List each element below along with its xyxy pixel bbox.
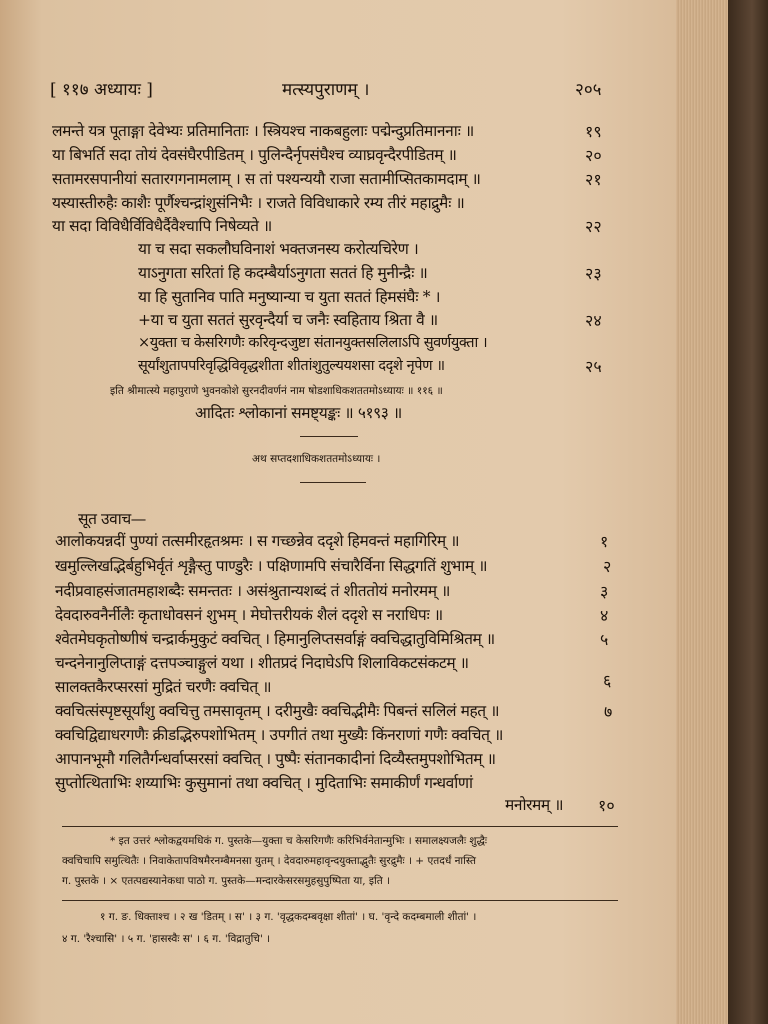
verse-number: ६ xyxy=(603,671,612,690)
footnote-line: * इत उत्तरं श्लोकद्वयमधिकं ग. पुस्तके—युक्ता च केसरिगणैः करिभिर्वनेतान्मुभिः । समालक्ष्यजलैः शुद्धैः xyxy=(110,835,488,847)
verse-line: सूर्यांशुतापपरिवृद्धिविवृद्धशीता शीतांशुतुल्ययशसा ददृशे नृपेण ॥ xyxy=(138,358,445,374)
verse-line: लमन्ते यत्र पूताङ्गा देवेभ्यः प्रतिमानिताः । स्त्रियश्च नाकबहुलाः पद्मेन्दुप्रतिमाननाः ॥ xyxy=(52,122,474,140)
verse-line: ×युक्ता च केसरिगणैः करिवृन्दजुष्टा संतानयुक्तसलिलाऽपि सुवर्णयुक्ता । xyxy=(138,335,488,351)
verse-line: सतामरसपानीयां सतारगगनामलाम् । स तां पश्यन्ययौ राजा सतामीप्सितकामदाम् ॥ xyxy=(52,170,481,188)
verse-number: ४ xyxy=(600,606,609,625)
verse-line: या हि सुतानिव पाति मनुष्यान्या च युता सततं हिमसंघैः * । xyxy=(138,288,441,306)
verse-line: या बिभर्ति सदा तोयं देवसंघैरपीडितम् । पुलिन्दैर्नृपसंघैश्च व्याघ्रवृन्दैरपीडितम् ॥ xyxy=(52,146,457,164)
verse-number: १ xyxy=(600,532,609,551)
verse-number: १० xyxy=(598,796,615,815)
page-number: २०५ xyxy=(575,80,602,100)
verse-line: चन्दनेनानुलिप्ताङ्गं दत्तपञ्चाङ्गुलं यथा । शीतप्रदं निदाघेऽपि शिलाविकटसंकटम् ॥ xyxy=(55,654,469,672)
verse-line: सुप्तोत्थिताभिः शय्याभिः कुसुमानां तथा क्वचित् । मुदिताभिः समाकीर्णं गन्धर्वाणां xyxy=(55,774,473,792)
verse-line: मनोरमम् ॥ xyxy=(505,796,564,814)
page-title: मत्स्यपुराणम् । xyxy=(282,80,370,100)
verse-number: ७ xyxy=(604,702,613,721)
verse-number: १९ xyxy=(585,122,602,141)
verse-line: देवदारुवनैर्नीलैः कृताधोवसनं शुभम् । मेघोत्तरीयकं शैलं ददृशे स नराधिपः ॥ xyxy=(55,606,443,624)
footnote-line: ग. पुस्तके । × एतत्पद्यस्यानेकधा पाठो ग. पुस्तके—मन्दारकेसरसमुहसुपुष्पिता या, इति । xyxy=(62,875,391,887)
chapter-label: [ ११७ अध्यायः ] xyxy=(50,80,153,100)
footnote-line: क्वचिचापि समुत्थितैः । निवाकेतापविषमैरनम्बैमनसा युतम् । देवदारुमहावृन्दयुक्ताद्भुतैः सुरद्रुमैः । + एतदर्धं नास्ति xyxy=(62,855,476,867)
verse-line: या सदा विविधैर्विविधैर्दैवैश्चापि निषेव्यते ॥ xyxy=(52,217,272,235)
verse-number: २ xyxy=(603,557,612,576)
verse-number: २१ xyxy=(585,170,602,189)
variant-line: ४ ग. 'रैश्चासि' । ५ ग. 'हासस्वैः स' । ६ ग. 'विद्रातुचि' । xyxy=(62,933,271,945)
verse-line: सालक्तकैरप्सरसां मुद्रितं चरणैः क्वचित् ॥ xyxy=(55,678,272,696)
chapter-colophon: इति श्रीमात्स्ये महापुराणे भुवनकोशे सुरनदीवर्णनं नाम षोडशाधिकशततमोऽध्यायः ॥ ११६ ॥ xyxy=(110,385,443,397)
verse-number: २० xyxy=(585,146,602,165)
sloka-count: आदितः श्लोकानां समष्ट्यङ्कः ॥ ५१९३ ॥ xyxy=(195,404,402,422)
book-cover xyxy=(728,0,768,1024)
verse-number: २३ xyxy=(585,264,602,283)
verse-number: २२ xyxy=(585,217,602,236)
speaker-label: सूत उवाच— xyxy=(78,510,146,528)
verse-line: याऽनुगता सरितां हि कदम्बैर्याऽनुगता सततं हि मुनीन्द्रैः ॥ xyxy=(138,264,428,282)
verse-line: +या च युता सततं सुरवृन्दैर्या च जनैः स्वहिताय श्रिता वै ॥ xyxy=(138,311,438,329)
verse-line: आपानभूमौ गलितैर्गन्धर्वाप्सरसां क्वचित् । पुष्पैः संतानकादीनां दिव्यैस्तमुपशोभितम् ॥ xyxy=(55,750,496,768)
verse-line: यस्यास्तीरुहैः काशैः पूर्णैश्चन्द्रांशुसंनिभैः । राजते विविधाकारे रम्य तीरं महाद्रुमैः ॥ xyxy=(52,194,465,212)
verse-line: क्वचित्संस्पृष्टसूर्यांशु क्वचित्तु तमसावृतम् । दरीमुखैः क्वचिद्भीमैः पिबन्तं सलिलं महत् ॥ xyxy=(55,702,500,720)
divider xyxy=(300,436,358,437)
variant-line: १ ग. ङ. धिक्ताश्च । २ ख 'डितम् । स' । ३ ग. 'वृद्धकदम्बवृक्षा शीतां' । घ. 'वृन्दे कदम्बमाली शीतां' । xyxy=(100,911,477,923)
divider xyxy=(300,482,366,483)
variants-rule xyxy=(62,900,618,901)
verse-number: २४ xyxy=(585,311,602,330)
chapter-heading: अथ सप्तदशाधिकशततमोऽध्यायः । xyxy=(252,453,381,465)
verse-line: श्वेतमेघकृतोष्णीषं चन्द्रार्कमुकुटं क्वचित् । हिमानुलिप्तसर्वाङ्गं क्वचिद्धातुविमिश्रितम् ॥ xyxy=(55,630,495,648)
verse-number: २५ xyxy=(585,357,602,376)
footnote-rule xyxy=(62,826,618,827)
verse-line: क्वचिद्विद्याधरगणैः क्रीडद्भिरुपशोभितम् । उपगीतं तथा मुख्यैः किंनराणां गणैः क्वचित् ॥ xyxy=(55,726,503,744)
verse-number: ३ xyxy=(600,582,609,601)
verse-line: आलोकयन्नदीं पुण्यां तत्समीरहृतश्रमः । स गच्छन्नेव ददृशे हिमवन्तं महागिरिम् ॥ xyxy=(55,532,460,550)
page-edges xyxy=(676,0,728,1024)
verse-number: ५ xyxy=(600,630,609,649)
verse-line: खमुल्लिखद्भिर्बहुभिर्वृतं शृङ्गैस्तु पाण्डुरैः । पक्षिणामपि संचारैर्विना सिद्धगतिं शुभाम् ॥ xyxy=(55,557,488,575)
verse-line: नदीप्रवाहसंजातमहाशब्दैः समन्ततः । असंश्रुतान्यशब्दं तं शीततोयं मनोरमम् ॥ xyxy=(55,582,450,600)
verse-line: या च सदा सकलौघविनाशं भक्तजनस्य करोत्यचिरेण । xyxy=(138,240,419,258)
